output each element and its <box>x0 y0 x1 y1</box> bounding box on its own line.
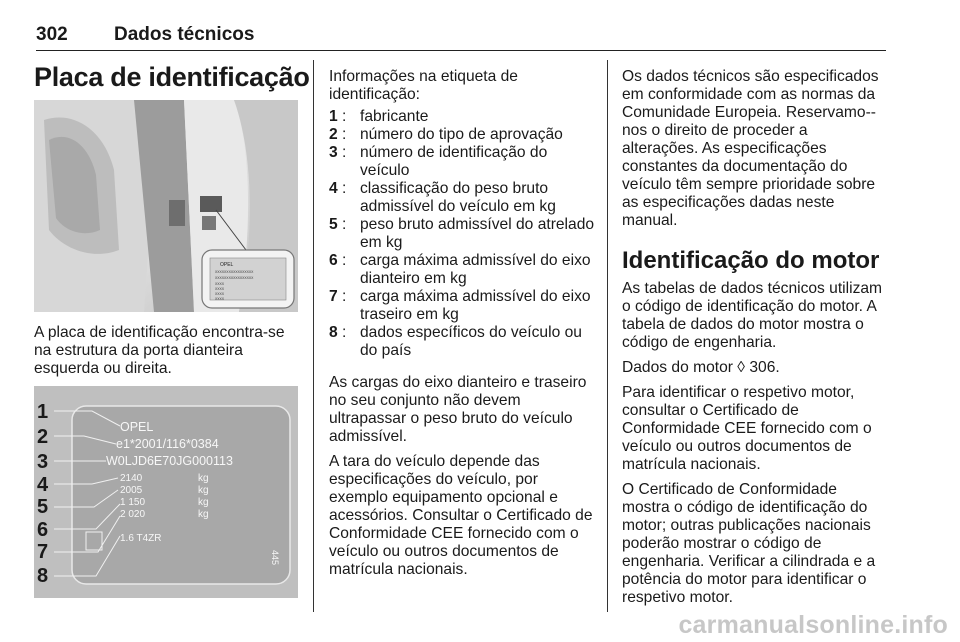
identification-plate-diagram <box>34 386 298 598</box>
column-divider <box>607 60 608 612</box>
item-number: 1 <box>329 108 338 125</box>
callout-number: 8 <box>37 565 49 587</box>
plate-weight: 2 020 <box>120 509 146 520</box>
paragraph: O Certificado de Conformidade mostra o código de identificação do motor; outras publicações nacionais poderão mostrar o código de engenharia. Verificar a cilindrada e a potência do motor para identificar o respetivo motor. <box>622 481 876 606</box>
item-number: 2 <box>329 126 338 143</box>
caption-text: A placa de identificação encontra-se na estrutura da porta dianteira esquerda ou direita. <box>34 324 285 377</box>
plate-corner-code: 445 <box>270 550 280 566</box>
item-number: 4 <box>329 180 338 197</box>
list-item: 3 : número de identificação do veículo <box>329 144 595 180</box>
plate-approval-number: e1*2001/116*0384 <box>116 437 219 451</box>
cross-reference <box>622 359 888 377</box>
callout-number: 2 <box>37 426 49 448</box>
watermark: carmanualsonline.info <box>678 611 948 639</box>
item-number: 6 <box>329 252 338 269</box>
right-column <box>622 68 888 614</box>
callout-number: 6 <box>37 519 49 541</box>
inset-line: XXXX <box>215 287 225 291</box>
list-item: 2 : número do tipo de aprovação <box>329 126 595 144</box>
section-title: Dados técnicos <box>114 24 255 45</box>
plate-weight-unit: kg <box>198 509 209 520</box>
list-item: 4 : classificação do peso bruto admissível do veículo em kg <box>329 180 595 216</box>
plate-vin: W0LJD6E70JG000113 <box>106 454 233 468</box>
inset-line: XXXX <box>215 292 225 296</box>
item-text: carga máxima admissível do eixo traseiro em kg <box>360 288 591 323</box>
plate-brand: OPEL <box>120 420 154 434</box>
paragraph: A tara do veículo depende das especificações do veículo, por exemplo equipamento opcional e acessórios. Consultar o Certificado de Conformidade CEE fornecido com o veículo ou outros documentos de matrícula nacionais. <box>329 453 593 578</box>
plate-weight: 1 150 <box>120 497 146 508</box>
item-number: 8 <box>329 324 338 341</box>
item-number: 5 <box>329 216 338 233</box>
inset-line: XXXXXXXXXXXXXXXXX <box>215 270 254 274</box>
plate-weight-unit: kg <box>198 473 209 484</box>
door-pillar-photo <box>34 100 298 312</box>
plate-weight: 2005 <box>120 485 143 496</box>
item-text: fabricante <box>360 108 429 125</box>
middle-column <box>329 68 595 586</box>
inset-line: OPEL <box>220 262 234 268</box>
label-info-list <box>329 108 595 360</box>
section-heading: Identificação do motor <box>622 247 880 274</box>
page-header <box>36 20 886 51</box>
item-number: 7 <box>329 288 338 305</box>
left-caption <box>34 324 302 385</box>
paragraph: Os dados técnicos são especificados em conformidade com as normas da Comunidade Europeia. Reservamo--nos o direito de proceder a alterações. As especificações constantes da documentação do veículo têm sempre prioridade sobre as especificações dadas neste manual. <box>622 68 879 229</box>
callout-number: 7 <box>37 541 49 563</box>
item-text: dados específicos do veículo ou do país <box>360 324 582 359</box>
reference-text: Dados do motor <box>622 359 733 376</box>
column-divider <box>313 60 314 612</box>
callout-number: 5 <box>37 496 49 518</box>
label-intro: Informações na etiqueta de identificação: <box>329 68 518 103</box>
item-text: classificação do peso bruto admissível do veículo em kg <box>360 180 556 215</box>
plate-weight: 2140 <box>120 473 143 484</box>
inset-line: XXXX <box>215 282 225 286</box>
item-number: 3 <box>329 144 338 161</box>
item-text: peso bruto admissível do atrelado em kg <box>360 216 595 251</box>
inset-line: XXXX <box>215 297 225 301</box>
callout-number: 1 <box>37 401 49 423</box>
paragraph: Para identificar o respetivo motor, consultar o Certificado de Conformidade CEE fornecido com o veículo ou outros documentos de matrícula nacionais. <box>622 384 872 473</box>
paragraph: As cargas do eixo dianteiro e traseiro no seu conjunto não devem ultrapassar o peso bruto do veículo admissível. <box>329 374 587 445</box>
inset-line: XXXXXXXXXXXXXXXXX <box>215 276 254 280</box>
callout-number: 4 <box>37 474 49 496</box>
page-heading: Placa de identificação <box>34 62 310 92</box>
list-item: 5 : peso bruto admissível do atrelado em kg <box>329 216 595 251</box>
callout-number: 3 <box>37 451 49 473</box>
item-text: número de identificação do veículo <box>360 144 548 179</box>
list-item: 8 : dados específicos do veículo ou do país <box>329 324 595 360</box>
item-text: número do tipo de aprovação <box>360 126 563 143</box>
plate-specific-data: 1.6 T4ZR <box>120 533 162 544</box>
plate-weight-unit: kg <box>198 485 209 496</box>
list-item: 6 : carga máxima admissível do eixo dianteiro em kg <box>329 252 595 288</box>
list-item: 1 : fabricante <box>329 108 595 126</box>
item-text: carga máxima admissível do eixo dianteiro em kg <box>360 252 591 287</box>
paragraph: As tabelas de dados técnicos utilizam o código de identificação do motor. A tabela de dados do motor mostra o código de engenharia. <box>622 280 883 351</box>
reference-page[interactable]: 306. <box>749 359 780 376</box>
plate-weight-unit: kg <box>198 497 209 508</box>
list-item: 7 : carga máxima admissível do eixo traseiro em kg <box>329 288 595 324</box>
page-number: 302 <box>36 24 68 45</box>
reference-arrow-icon: ◊ <box>737 359 746 376</box>
